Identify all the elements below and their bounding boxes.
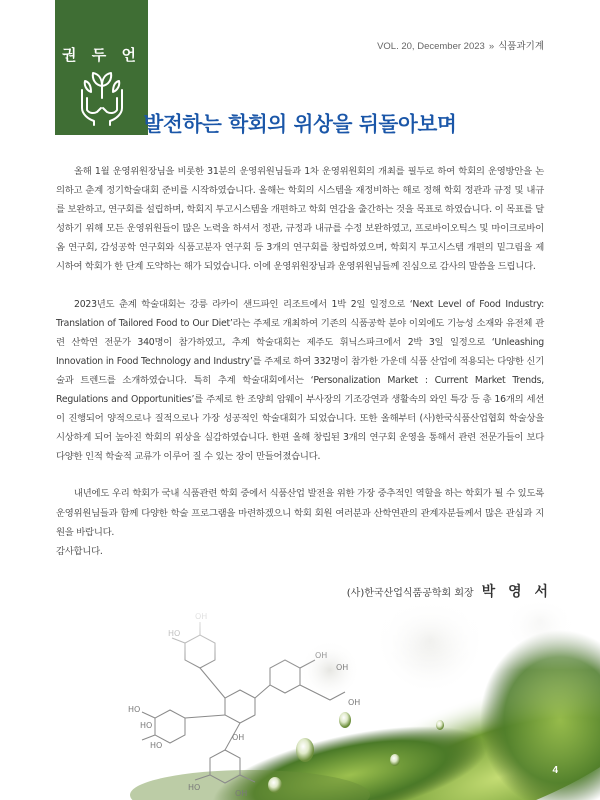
page-number: 4 xyxy=(552,765,558,776)
paragraph: 2023년도 춘계 학술대회는 강릉 라카이 샌드파인 리조트에서 1박 2일 일정으로 ‘Next Level of Food Industry: Translation of Tailored Food to Our Diet’라는 주제로 개최하여 기존의 식품공학 분야 이외에도 기능성 소재와 유전체 관련 산학연 전문가 340명이 참가하였고, 추계 학술대회는 제주도 휘닉스파크에서 2박 3일 일정으로 ‘Unleashing Innovation in Food Technology and Industry’를 주제로 하여 332명이 참가한 가운데 식품 산업에 적용되는 다양한 신기술과 트렌드를 소개하였습니다. 특히 추계 학술대회에서는 ‘Personalization Market : Current Market Trends, Regulations and Opportunities’를 주제로 한 조양희 암웨이 부사장의 기조강연과 생활속의 와인 특강 등 총 16개의 세션이 진행되어 양적으로나 질적으로나 가장 성공적인 학술대회가 되었습니다. 또한 올해부터 (사)한국식품산업협회 학술상을 시상하게 되어 높아진 학회의 위상을 실감하였습니다. 한편 올해 창립된 3개의 연구회 운영을 통해서 관련 전문가들이 보다 다양한 인적 학술적 교류가 이루어 질 수 있는 장이 만들어졌습니다. xyxy=(56,298,544,463)
decorative-molecule-leaf-image xyxy=(0,600,600,800)
article-body xyxy=(56,162,544,579)
paragraph: 올해 1월 운영위원장님을 비롯한 31분의 운영위원님들과 1차 운영위원회의 개최를 필두로 하여 학회의 운영방안을 논의하고 춘계 정기학술대회 준비를 시작하였습니다. 올해는 학회의 시스템을 재정비하는 해로 정해 학회 정관과 규정 및 내규를 보완하고, 연구회를 설립하며, 학회지 투고시스템을 개편하고 학회 연감을 출간하는 것을 목표로 하였습니다. 이 목표를 달성하기 위해 모든 운영위원들이 많은 노력을 하셔서 정관, 규정과 내규를 수정 보완하였고, 프로바이오틱스 및 마이크로바이옴 연구회, 감성공학 연구회와 식품고분자 연구회 등 3개의 연구회를 창립하였으며, 학회지 투고시스템 개편의 밑그림을 제시하여 학회가 한 단계 도약하는 해가 되었습니다. 이에 운영위원장님과 운영위원님들께 진심으로 감사의 말씀을 드립니다. xyxy=(56,166,544,273)
paragraph: 내년에도 우리 학회가 국내 식품관련 학회 중에서 식품산업 발전을 위한 가장 중추적인 역할을 하는 학회가 될 수 있도록 운영위원님들과 함께 다양한 학술 프로그램을 마련하겠으니 학회 회원 여러분과 산학연관의 관계자분들께서 많은 관심과 지원을 바랍니다. xyxy=(56,488,544,538)
issue-header xyxy=(377,38,544,52)
section-title: 권 두 언 xyxy=(62,46,141,64)
signature xyxy=(347,581,552,601)
signature-name: 박 영 서 xyxy=(481,584,552,600)
article-title: 발전하는 학회의 위상을 뒤돌아보며 xyxy=(143,112,457,136)
volume-text: VOL. 20, December 2023 xyxy=(377,41,485,52)
magazine-name: 식품과기계 xyxy=(498,41,544,52)
closing-line: 감사합니다. xyxy=(56,545,103,557)
signature-role: (사)한국산업식품공학회 회장 xyxy=(346,588,474,599)
header-separator: » xyxy=(488,41,495,52)
